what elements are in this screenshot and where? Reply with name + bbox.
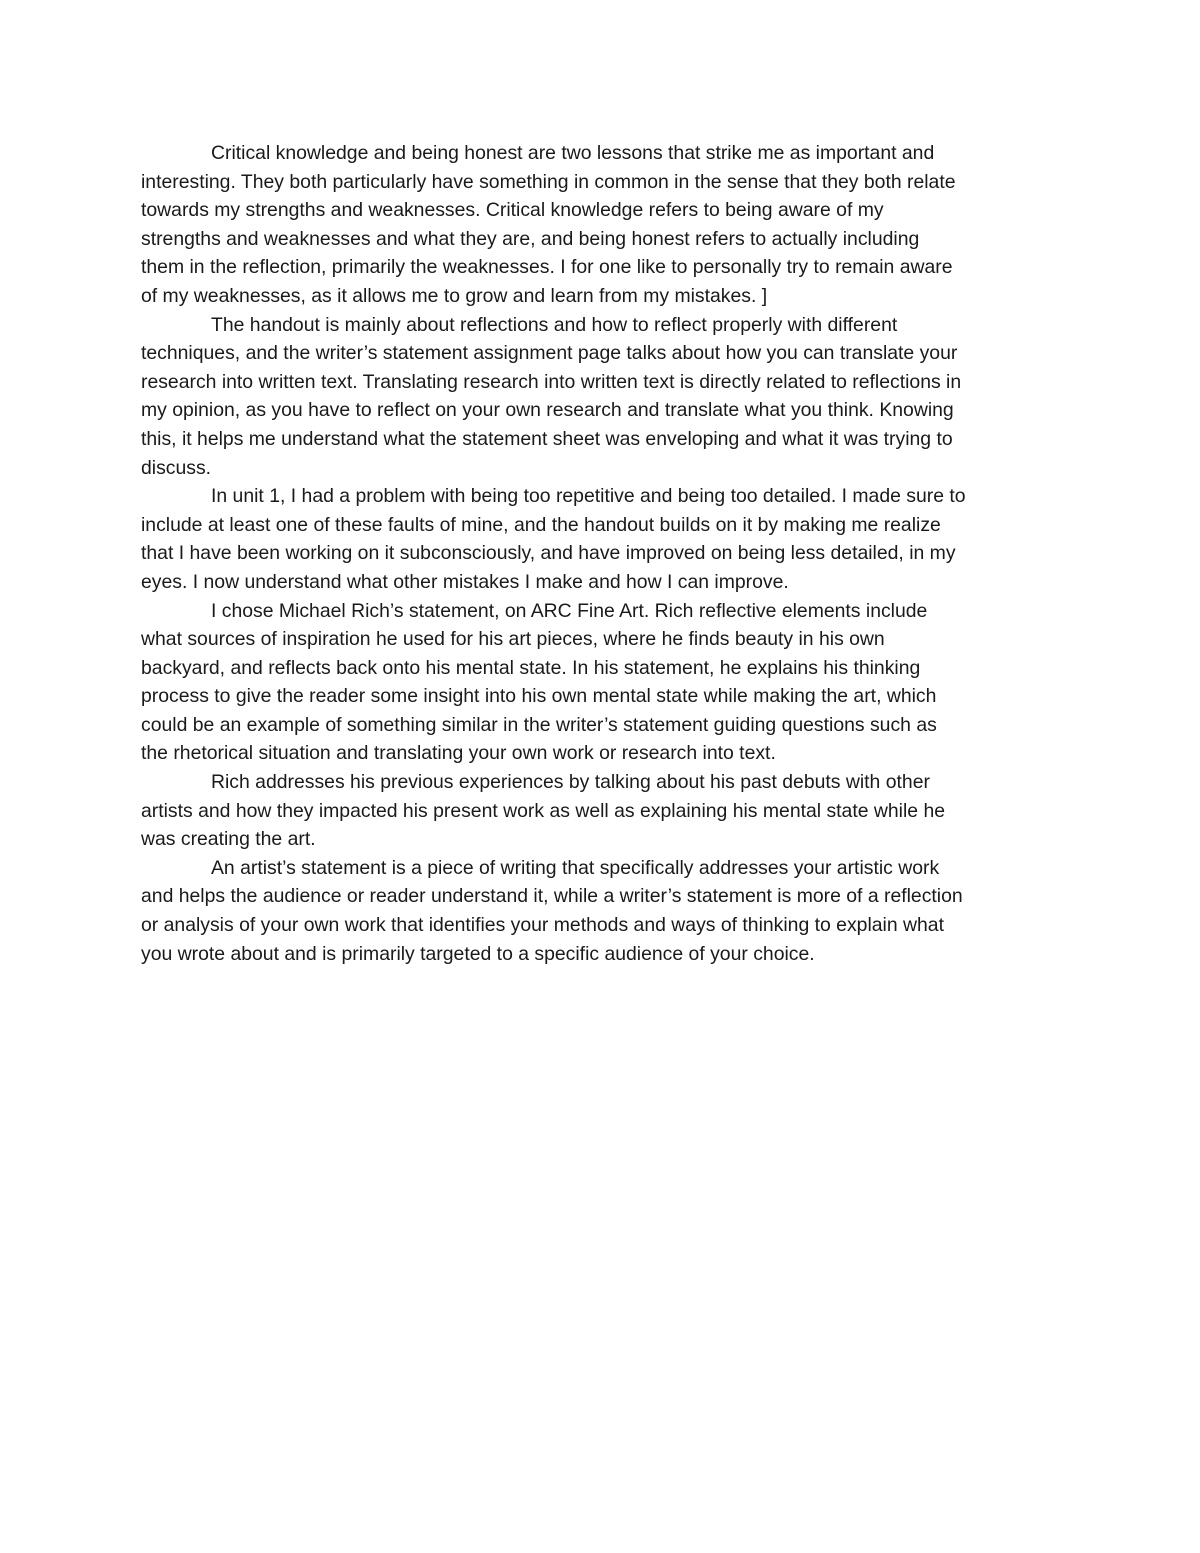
paragraph-line: what sources of inspiration he used for his art pieces, where he finds beauty in his own [141,628,885,651]
paragraph-line: them in the reflection, primarily the weaknesses. I for one like to personally try to remain aware [141,256,953,279]
paragraph-line: was creating the art. [141,828,316,851]
paragraph-line: An artist’s statement is a piece of writing that specifically addresses your artistic work [211,856,940,879]
paragraph-line: I chose Michael Rich’s statement, on ARC Fine Art. Rich reflective elements include [211,599,928,622]
paragraph-line: In unit 1, I had a problem with being too repetitive and being too detailed. I made sure to [211,485,966,508]
paragraph-line: eyes. I now understand what other mistakes I make and how I can improve. [141,570,789,593]
paragraph-line: artists and how they impacted his present work as well as explaining his mental state while he [141,799,946,822]
paragraph-line: research into written text. Translating research into written text is directly related to reflections in [141,370,962,393]
paragraph-handout [141,311,1057,483]
paragraph-line: towards my strengths and weaknesses. Critical knowledge refers to being aware of my [141,199,884,222]
paragraph-line: interesting. They both particularly have something in common in the sense that they both relate [141,170,956,193]
paragraph-line: or analysis of your own work that identifies your methods and ways of thinking to explain what [141,914,944,937]
paragraph-line: backyard, and reflects back onto his mental state. In his statement, he explains his thinking [141,656,921,679]
paragraph-line: Critical knowledge and being honest are two lessons that strike me as important and [211,142,935,164]
paragraph-line: my opinion, as you have to reflect on your own research and translate what you think. Knowing [141,399,954,422]
paragraph-line: the rhetorical situation and translating your own work or research into text. [141,742,776,765]
paragraph-line: Rich addresses his previous experiences by talking about his past debuts with other [211,771,930,794]
paragraph-critical-knowledge [141,139,1057,311]
paragraph-unit-1 [141,482,1057,596]
paragraph-line: include at least one of these faults of mine, and the handout builds on it by making me realize [141,513,941,536]
paragraph-line: and helps the audience or reader understand it, while a writer’s statement is more of a reflection [141,885,963,908]
paragraph-line: you wrote about and is primarily targeted to a specific audience of your choice. [141,942,815,965]
paragraph-line: could be an example of something similar in the writer’s statement guiding questions such as [141,713,937,736]
paragraph-artist-statement [141,854,1057,968]
paragraph-previous-experiences [141,768,1057,854]
paragraph-michael-rich [141,597,1057,769]
document-body [141,139,1057,968]
paragraph-line: The handout is mainly about reflections and how to reflect properly with different [211,313,898,336]
paragraph-line: this, it helps me understand what the statement sheet was enveloping and what it was trying to [141,427,953,450]
paragraph-line: techniques, and the writer’s statement assignment page talks about how you can translate your [141,342,958,365]
paragraph-line: that I have been working on it subconsciously, and have improved on being less detailed, in my [141,542,956,565]
paragraph-line: of my weaknesses, as it allows me to grow and learn from my mistakes. ] [141,284,768,307]
paragraph-line: strengths and weaknesses and what they are, and being honest refers to actually including [141,227,920,250]
paragraph-line: process to give the reader some insight into his own mental state while making the art, which [141,685,937,708]
paragraph-line: discuss. [141,456,212,479]
